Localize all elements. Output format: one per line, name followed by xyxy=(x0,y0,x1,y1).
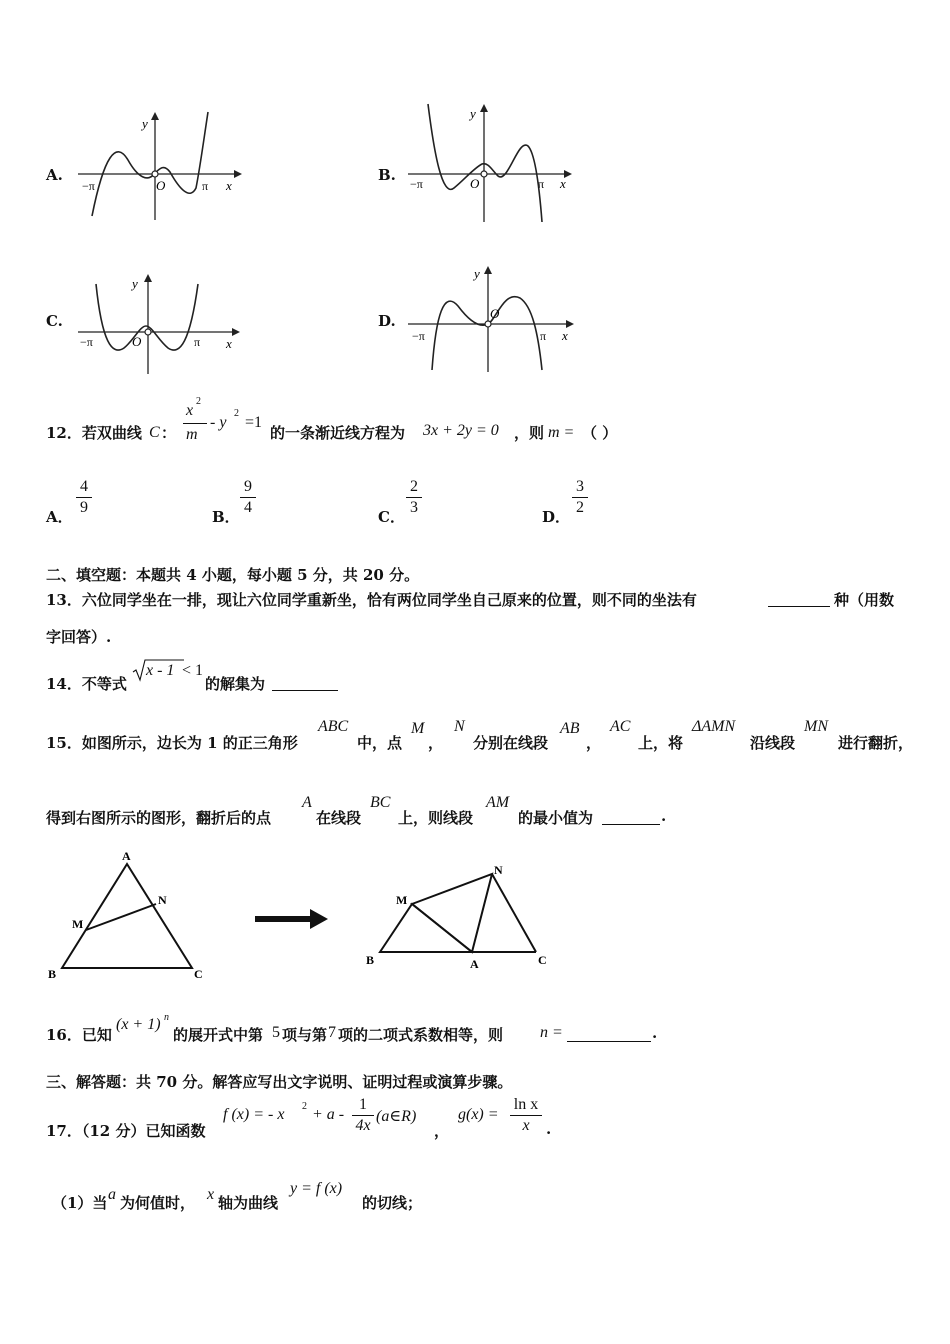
q17-prefix: 17．（12 分）已知函数 xyxy=(46,1122,206,1140)
q12-option-c-frac xyxy=(406,478,422,517)
q12-option-d[interactable]: D． xyxy=(542,508,571,526)
denominator: 4 xyxy=(244,499,252,516)
q12-option-c[interactable]: C． xyxy=(378,508,405,526)
numerator: 1 xyxy=(359,1096,367,1113)
svg-text:B: B xyxy=(366,953,375,967)
q12-option-a-frac xyxy=(76,478,92,517)
denominator: 2 xyxy=(576,499,584,516)
q13-answer-blank[interactable] xyxy=(768,592,830,607)
q15-comma2: ， xyxy=(586,734,602,752)
q14-lt1: < 1 xyxy=(182,662,204,679)
arrow xyxy=(255,909,328,929)
q15-p6: 进行翻折， xyxy=(838,734,914,752)
q12-minus-y: - y xyxy=(210,414,227,431)
svg-text:O: O xyxy=(132,334,142,349)
q15-figure xyxy=(40,846,560,982)
q15-amn: ΔAMN xyxy=(692,718,736,735)
q16-mid: 的展开式中第 xyxy=(173,1026,264,1044)
q12-sup2-a: 2 xyxy=(196,396,201,407)
q15-n: N xyxy=(454,718,465,735)
svg-text:y: y xyxy=(470,106,476,121)
option-label-c[interactable]: C. xyxy=(46,312,63,330)
q16-mid2: 项与第 xyxy=(282,1026,328,1044)
section-3-heading: 三、解答题：共 70 分。解答应写出文字说明、证明过程或演算步骤。 xyxy=(46,1073,513,1091)
q16-mid3: 项的二项式系数相等，则 xyxy=(338,1026,504,1044)
q12-curve-c: C xyxy=(149,424,160,441)
graph-option-c xyxy=(72,270,252,378)
pi-label: π xyxy=(202,179,209,193)
neg-pi-label: −π xyxy=(82,179,95,193)
q15-l2b: 在线段 xyxy=(316,809,362,827)
q17-cond: (a∈R) xyxy=(376,1108,417,1125)
numerator: 9 xyxy=(244,478,252,495)
q12-m-eq: m = xyxy=(548,424,575,441)
q17-1-a: a xyxy=(108,1186,116,1203)
denominator: x xyxy=(522,1117,530,1134)
svg-text:A: A xyxy=(470,957,479,971)
q12-paren: （ ） xyxy=(582,424,618,442)
q12-mid: 的一条渐近线方程为 xyxy=(270,424,406,442)
q17-period: . xyxy=(546,1120,552,1138)
section-2-heading: 二、填空题：本题共 4 小题，每小题 5 分，共 20 分。 xyxy=(46,566,420,584)
numerator: ln x xyxy=(513,1096,539,1113)
q16-prefix: 16．已知 xyxy=(46,1026,112,1044)
label-n: N xyxy=(158,893,167,907)
svg-text:−π: −π xyxy=(410,177,423,191)
q15-p4: 上，将 xyxy=(638,734,684,752)
q16-seven: 7 xyxy=(328,1024,336,1041)
label-b: B xyxy=(48,967,57,981)
denominator: 3 xyxy=(410,499,418,516)
q17-1-suffix: 的切线； xyxy=(362,1194,423,1212)
q17-1-mid: 为何值时， xyxy=(120,1194,196,1212)
q16-sup-n: n xyxy=(164,1012,169,1023)
svg-text:π: π xyxy=(194,335,201,349)
q15-ab: AB xyxy=(560,720,580,737)
q15-l2a: 得到右图所示的图形，翻折后的点 xyxy=(46,809,272,827)
q12-colon: ： xyxy=(161,424,177,442)
label-c: C xyxy=(194,967,203,981)
q15-a: A xyxy=(302,794,312,811)
svg-text:−π: −π xyxy=(412,329,425,343)
q12-asymptote: 3x + 2y = 0 xyxy=(423,422,499,439)
q17-frac-1-4x xyxy=(352,1096,374,1135)
q15-l2c: 上，则线段 xyxy=(398,809,474,827)
label-m: M xyxy=(72,917,84,931)
svg-text:N: N xyxy=(494,863,503,877)
q12-option-d-frac xyxy=(572,478,588,517)
q17-plus-a: + a - xyxy=(312,1106,345,1123)
axis-x-label: x xyxy=(226,178,232,193)
option-label-d[interactable]: D. xyxy=(378,312,396,330)
q15-answer-blank[interactable] xyxy=(602,810,660,825)
q15-mn: MN xyxy=(804,718,828,735)
q15-p3: 分别在线段 xyxy=(473,734,549,752)
q15-am: AM xyxy=(486,794,510,811)
svg-text:O: O xyxy=(470,176,480,191)
q15-end: . xyxy=(661,807,667,825)
numerator: 2 xyxy=(410,478,418,495)
numerator: 4 xyxy=(80,478,88,495)
q16-expr: (x + 1) xyxy=(116,1016,161,1033)
q17-1-prefix: （1）当 xyxy=(52,1194,108,1212)
q12-m: m xyxy=(186,426,198,443)
q15-comma1: ， xyxy=(428,734,444,752)
q15-l2d: 的最小值为 xyxy=(518,809,594,827)
denominator: 9 xyxy=(80,499,88,516)
q16-end: . xyxy=(652,1024,658,1042)
q17-sup2: 2 xyxy=(302,1101,307,1112)
q16-n-eq: n = xyxy=(540,1024,563,1041)
q15-p1: 15．如图所示，边长为 1 的正三角形 xyxy=(46,734,298,752)
svg-text:y: y xyxy=(474,266,480,281)
q12-prefix: 12．若双曲线 xyxy=(46,424,142,442)
svg-text:x: x xyxy=(562,328,568,343)
q12-x: x xyxy=(186,402,194,419)
q14-answer-blank[interactable] xyxy=(272,676,338,691)
svg-text:x: x xyxy=(560,176,566,191)
q12-frac-bar xyxy=(183,423,207,424)
option-label-b[interactable]: B. xyxy=(378,166,396,184)
denominator: 4x xyxy=(355,1117,371,1134)
origin-label: O xyxy=(156,178,166,193)
q17-g-part: g(x) = xyxy=(458,1106,499,1123)
axis-y-label: y xyxy=(142,116,148,131)
q12-option-b[interactable]: B． xyxy=(212,508,240,526)
q17-1-curve: y = f (x) xyxy=(290,1180,343,1197)
q14-prefix: 14．不等式 xyxy=(46,675,127,693)
graph-option-b xyxy=(402,100,582,226)
q17-1-x: x xyxy=(207,1186,215,1203)
q15-p5: 沿线段 xyxy=(750,734,796,752)
q16-five: 5 xyxy=(272,1024,280,1041)
option-label-a[interactable]: A. xyxy=(46,166,63,184)
q12-option-a[interactable]: A． xyxy=(46,508,73,526)
left-triangle xyxy=(48,849,203,981)
svg-text:−π: −π xyxy=(80,335,93,349)
q14-radicand: x - 1 xyxy=(146,662,175,679)
q13-after: 种（用数 xyxy=(834,591,895,609)
q17-1-mid2: 轴为曲线 xyxy=(218,1194,279,1212)
q13-line1: 13．六位同学坐在一排，现让六位同学重新坐，恰有两位同学坐自己原来的位置，则不同的坐法有 xyxy=(46,591,697,609)
svg-text:π: π xyxy=(538,177,545,191)
svg-text:O: O xyxy=(490,306,500,321)
q12-eq1: =1 xyxy=(245,414,263,431)
q15-abc: ABC xyxy=(318,718,349,735)
label-a: A xyxy=(122,849,131,863)
svg-text:M: M xyxy=(396,893,408,907)
q16-answer-blank[interactable] xyxy=(567,1027,651,1042)
svg-text:C: C xyxy=(538,953,547,967)
svg-text:π: π xyxy=(540,329,547,343)
graph-option-a xyxy=(72,108,252,226)
q12-sup2-b: 2 xyxy=(234,408,239,419)
q13-line2: 字回答）. xyxy=(46,628,112,646)
q17-comma: ， xyxy=(434,1122,450,1140)
numerator: 3 xyxy=(576,478,584,495)
q15-m: M xyxy=(411,720,425,737)
graph-option-d xyxy=(402,262,582,376)
q12-then: ，则 xyxy=(514,424,545,442)
q15-p2: 中，点 xyxy=(357,734,403,752)
right-figure xyxy=(366,863,547,971)
q12-option-b-frac xyxy=(240,478,256,517)
q17-f-part: f (x) = - x xyxy=(223,1106,285,1123)
svg-text:x: x xyxy=(226,336,232,351)
q14-suffix: 的解集为 xyxy=(205,675,266,693)
q15-bc: BC xyxy=(370,794,391,811)
svg-text:y: y xyxy=(132,276,138,291)
q15-ac: AC xyxy=(610,718,631,735)
q17-frac-lnx-x xyxy=(510,1096,542,1135)
